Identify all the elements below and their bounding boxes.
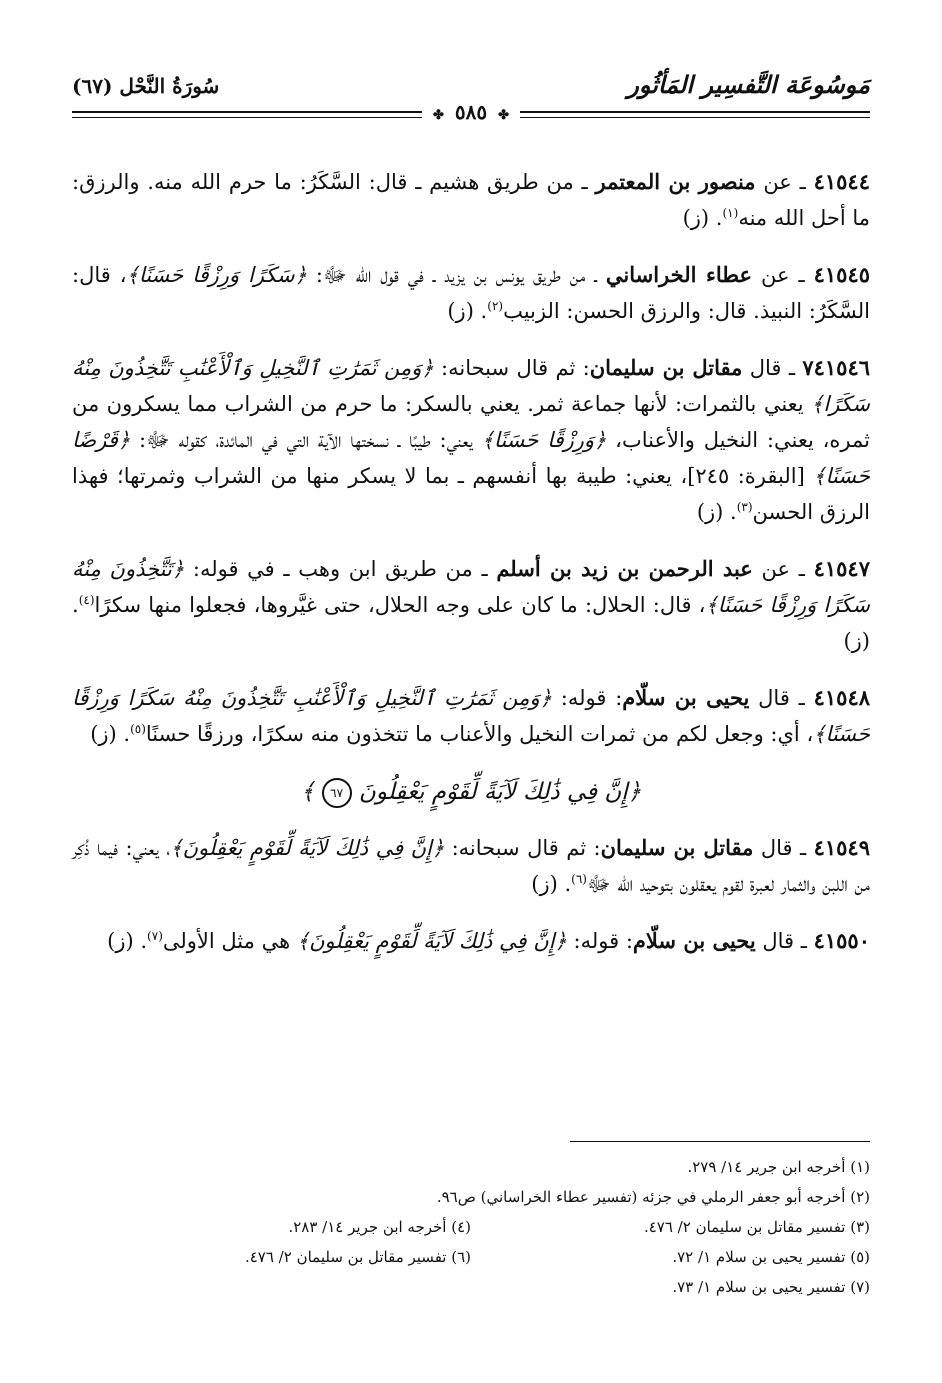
footnote: (٤) أخرجه ابن جرير ١٤/ ٢٨٣.	[288, 1218, 471, 1236]
footnote: (٢) أخرجه أبو جعفر الرملي في جزئه (تفسير عطاء الخراساني) ص٩٦.	[436, 1188, 870, 1206]
entry-text: ، أي: وجعل لكم من ثمرات النخيل والأعناب ما تتخذون منه سكرًا، ورزقًا حسنًا	[145, 722, 814, 746]
entry-text: . (ز)	[90, 722, 131, 746]
footnote: (١) أخرجه ابن جرير ١٤/ ٢٧٩.	[687, 1158, 870, 1176]
entry-text: ، قال: الحلال: ما كان على وجه الحلال، حتى غيَّروها، فجعلوا منها سكرًا	[94, 593, 706, 617]
entry-paragraph	[72, 680, 870, 752]
entry-text: . (ز)	[696, 500, 737, 524]
entry-text: ـ قال	[753, 836, 814, 860]
footnote-row	[72, 1212, 870, 1242]
narrator-name: مقاتل بن سليمان	[589, 355, 743, 380]
footnote-row	[72, 1272, 870, 1302]
entry-text: . (ز)	[447, 299, 488, 323]
quran-quote: ﴿تَتَّخِذُونَ مِنْهُ سَكَرًا وَرِزْقًا حَسَنًا﴾	[72, 557, 870, 617]
header-rule	[72, 102, 870, 124]
footnote: (٧) تفسير يحيى بن سلام ١/ ٧٣.	[672, 1278, 870, 1296]
quran-quote: ﴿إِنَّ فِي ذَٰلِكَ لَآيَةً لِّقَوْمٍ يَعْقِلُونَ﴾	[296, 929, 567, 953]
quran-quote: ﴿وَمِن ثَمَرَٰتِ ٱلنَّخِيلِ وَٱلْأَعْنَٰبِ تَتَّخِذُونَ مِنْهُ سَكَرًا﴾	[72, 356, 870, 416]
entry-text: ، يعني: فيما ذُكِر من اللبن والثمار لعبرة لقوم يعقلون بتوحيد الله ﷻ	[72, 836, 870, 896]
footnote-ref: (٣)	[736, 500, 753, 514]
entry-number: ٤١٥٥٠	[813, 928, 870, 953]
ornament-icon: ✤	[433, 108, 444, 123]
verse-heading-text: ﴿إِنَّ فِي ذَٰلِكَ لَآيَةً لِّقَوْمٍ يَعْقِلُونَ	[358, 779, 642, 805]
footnote-ref: (٦)	[571, 872, 587, 886]
entries-list	[72, 164, 870, 752]
quran-quote: ﴿سَكَرًا وَرِزْقًا حَسَنًا﴾	[126, 263, 307, 287]
entry-text: : قوله:	[566, 929, 633, 953]
entry-number: ٤١٥٤٤	[813, 169, 870, 194]
entry-text: ـ قال	[749, 686, 814, 710]
footnotes	[72, 1152, 870, 1302]
entry-text: ـ عن	[755, 170, 814, 194]
entry-text: ـ عن	[752, 263, 814, 287]
running-title: مَوسُوعَة التَّفسِير المَأثُور	[627, 70, 870, 99]
entry-text: . (ز)	[682, 206, 723, 230]
entry-text: : قوله:	[552, 686, 623, 710]
entry-text: . (ز)	[72, 593, 870, 653]
entry-text: ـ قال	[742, 356, 803, 380]
ornament-icon: ✤	[498, 108, 509, 123]
narrator-name: يحيى بن سلّام	[622, 685, 750, 710]
rule-left	[72, 111, 422, 118]
entry-paragraph	[72, 350, 870, 530]
entry-number: ٤١٥٤٥	[813, 262, 871, 287]
footnote-ref: (٤)	[78, 593, 95, 607]
narrator-name: مقاتل بن سليمان	[600, 835, 754, 860]
entry-text: ـ من طريق ابن وهب ـ في قوله:	[184, 557, 497, 581]
narrator-name: عبد الرحمن بن زيد بن أسلم	[496, 556, 753, 581]
quran-quote: ﴿وَرِزْقًا حَسَنًا﴾	[481, 428, 607, 452]
entry-text: ـ قال	[755, 929, 814, 953]
footnote-row	[72, 1242, 870, 1272]
entry-text: . (ز)	[531, 872, 572, 896]
entry-text: يعني: طيبًا ـ نسختها الآية التي في المائدة، كقوله ﷻ:	[130, 428, 482, 452]
footnote-divider	[570, 1141, 870, 1142]
quran-quote: ﴿إِنَّ فِي ذَٰلِكَ لَآيَةً لِّقَوْمٍ يَعْقِلُونَ﴾	[170, 836, 445, 860]
footnote-ref: (٢)	[487, 299, 504, 313]
entry-text: : ثم قال سبحانه:	[433, 356, 590, 380]
quran-quote: ﴿وَمِن ثَمَرَٰتِ ٱلنَّخِيلِ وَٱلْأَعْنَٰبِ تَتَّخِذُونَ مِنْهُ سَكَرًا وَرِزْقًا حَسَنًا﴾	[72, 686, 870, 746]
footnote-ref: (٧)	[147, 929, 163, 943]
entry-paragraph	[72, 164, 870, 236]
entry-text: هي مثل الأولى	[162, 929, 297, 953]
verse-heading-close: ﴾	[300, 779, 315, 805]
footnote: (٥) تفسير يحيى بن سلام ١/ ٧٢.	[672, 1248, 870, 1266]
entry-text: [البقرة: ٢٤٥]، يعني: طيبة بها أنفسهم ـ بما لا يسكر منها من الشراب وثمرتها؛ فهذا الرزق الحسن	[72, 464, 870, 524]
entry-text: ـ من طريق هشيم ـ قال: السَّكَرُ: ما حرم الله منه. والرزق: ما أحل الله منه	[72, 170, 870, 230]
entry-text: ـ من طريق يونس بن يزيد ـ في قول الله ﷻ:	[306, 263, 606, 287]
verse-heading	[72, 778, 870, 808]
page-header	[72, 66, 870, 122]
quran-quote: ﴿قَرْضًا حَسَنًا﴾	[72, 428, 870, 488]
entry-number: ٤١٥٤٨	[813, 685, 871, 710]
entry-text: . (ز)	[107, 929, 148, 953]
narrator-name: منصور بن المعتمر	[595, 169, 756, 194]
surah-title: سُورَةُ النَّحْل (٦٧)	[72, 74, 220, 98]
page-body	[72, 143, 870, 965]
footnote-row	[72, 1182, 870, 1212]
entry-paragraph	[72, 551, 870, 659]
narrator-name: عطاء الخراساني	[605, 262, 753, 287]
footnote-row	[72, 1152, 870, 1182]
narrator-name: يحيى بن سلّام	[632, 928, 756, 953]
entry-paragraph	[72, 257, 870, 329]
entry-paragraph	[72, 830, 870, 902]
page-number: ٥٨٥	[454, 100, 488, 124]
footnote-ref: (١)	[722, 206, 739, 220]
page	[72, 0, 870, 1383]
entries-list-2	[72, 830, 870, 959]
entry-text: : ثم قال سبحانه:	[444, 836, 601, 860]
entry-text: ـ عن	[752, 557, 814, 581]
entry-number: ٤١٥٤٩	[813, 835, 870, 860]
entry-text: ، قال: السَّكَرُ: النبيذ. قال: والرزق الحسن: الزبيب	[72, 263, 870, 323]
footnote: (٦) تفسير مقاتل بن سليمان ٢/ ٤٧٦.	[244, 1248, 471, 1266]
footnote-ref: (٥)	[130, 722, 146, 736]
verse-number-marker: ٦٧	[322, 778, 352, 808]
entry-number: ٧٤١٥٤٦	[802, 355, 871, 380]
entry-number: ٤١٥٤٧	[813, 556, 870, 581]
entry-text: يعني بالثمرات: لأنها جماعة ثمر. يعني بالسكر: ما حرم من الشراب مما يسكرون من ثمره، يعني: النخيل والأعناب،	[72, 392, 870, 452]
footnote: (٣) تفسير مقاتل بن سليمان ٢/ ٤٧٦.	[643, 1218, 870, 1236]
entry-paragraph	[72, 923, 870, 959]
